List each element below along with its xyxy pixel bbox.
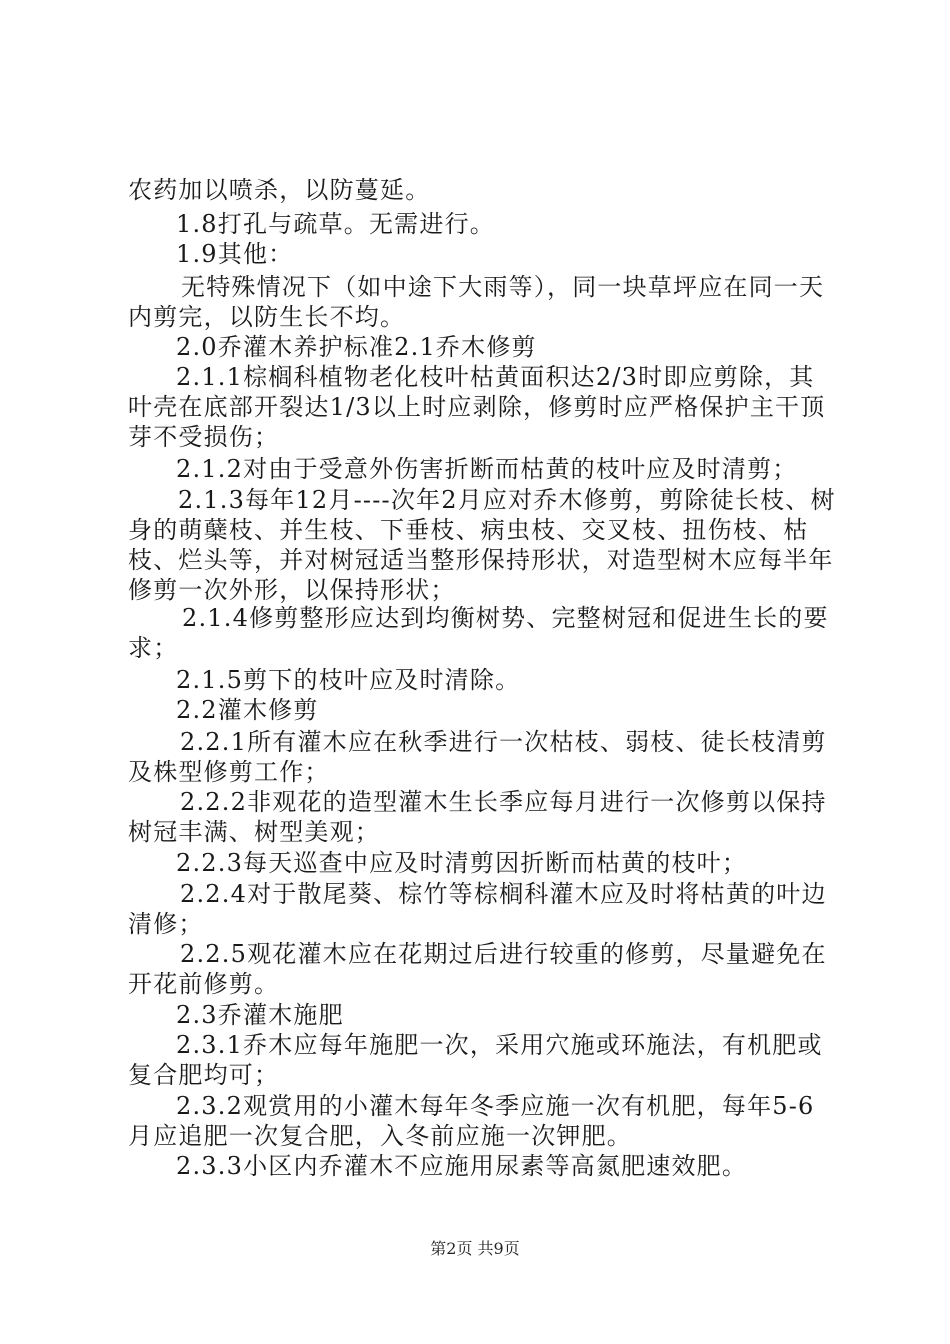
paragraph: 2.0乔灌木养护标准2.1乔木修剪 [176,333,537,361]
paragraph: 2.2灌木修剪 [176,696,319,724]
paragraph: 无特殊情况下（如中途下大雨等），同一块草坪应在同一天内剪完，以防生长不均。 [128,273,825,331]
paragraph: 农药加以喷杀，以防蔓延。 [128,176,431,204]
paragraph: 2.2.4对于散尾葵、棕竹等棕榈科灌木应及时将枯黄的叶边清修； [128,880,827,938]
paragraph: 2.3乔灌木施肥 [176,1001,344,1029]
paragraph: 2.1.5剪下的枝叶应及时清除。 [176,666,521,694]
paragraph: 2.3.1乔木应每年施肥一次，采用穴施或环施法，有机肥或复合肥均可； [128,1031,823,1089]
paragraph: 2.1.4修剪整形应达到均衡树势、完整树冠和促进生长的要求； [128,604,829,662]
paragraph: 2.3.2观赏用的小灌木每年冬季应施一次有机肥，每年5-6月应追肥一次复合肥，入冬前应施一次钾肥。 [128,1092,815,1150]
paragraph: 2.2.2非观花的造型灌木生长季应每月进行一次修剪以保持树冠丰满、树型美观； [128,788,827,846]
paragraph: 1.9其他： [176,240,294,268]
paragraph: 1.8打孔与疏草。无需进行。 [176,210,495,238]
paragraph: 2.2.5观花灌木应在花期过后进行较重的修剪，尽量避免在开花前修剪。 [128,940,827,998]
paragraph: 2.1.2对由于受意外伤害折断而枯黄的枝叶应及时清剪； [176,455,798,483]
page-number-footer: 第2页 共9页 [430,1239,520,1258]
paragraph: 2.1.3每年12月----次年2月应对乔木修剪，剪除徒长枝、树身的萌蘖枝、并生枝、下垂枝、病虫枝、交叉枝、扭伤枝、枯枝、烂头等，并对树冠适当整形保持形状，对造型树木应每半年修剪一次外形，以保持形状； [128,486,836,604]
paragraph: 2.1.1棕榈科植物老化枝叶枯黄面积达2/3时即应剪除，其叶壳在底部开裂达1/3以上时应剥除，修剪时应严格保护主干顶芽不受损伤； [128,363,826,451]
paragraph: 2.2.1所有灌木应在秋季进行一次枯枝、弱枝、徒长枝清剪及株型修剪工作； [128,728,827,786]
paragraph: 2.3.3小区内乔灌木不应施用尿素等高氮肥速效肥。 [176,1152,748,1180]
paragraph: 2.2.3每天巡查中应及时清剪因折断而枯黄的枝叶； [176,849,748,877]
